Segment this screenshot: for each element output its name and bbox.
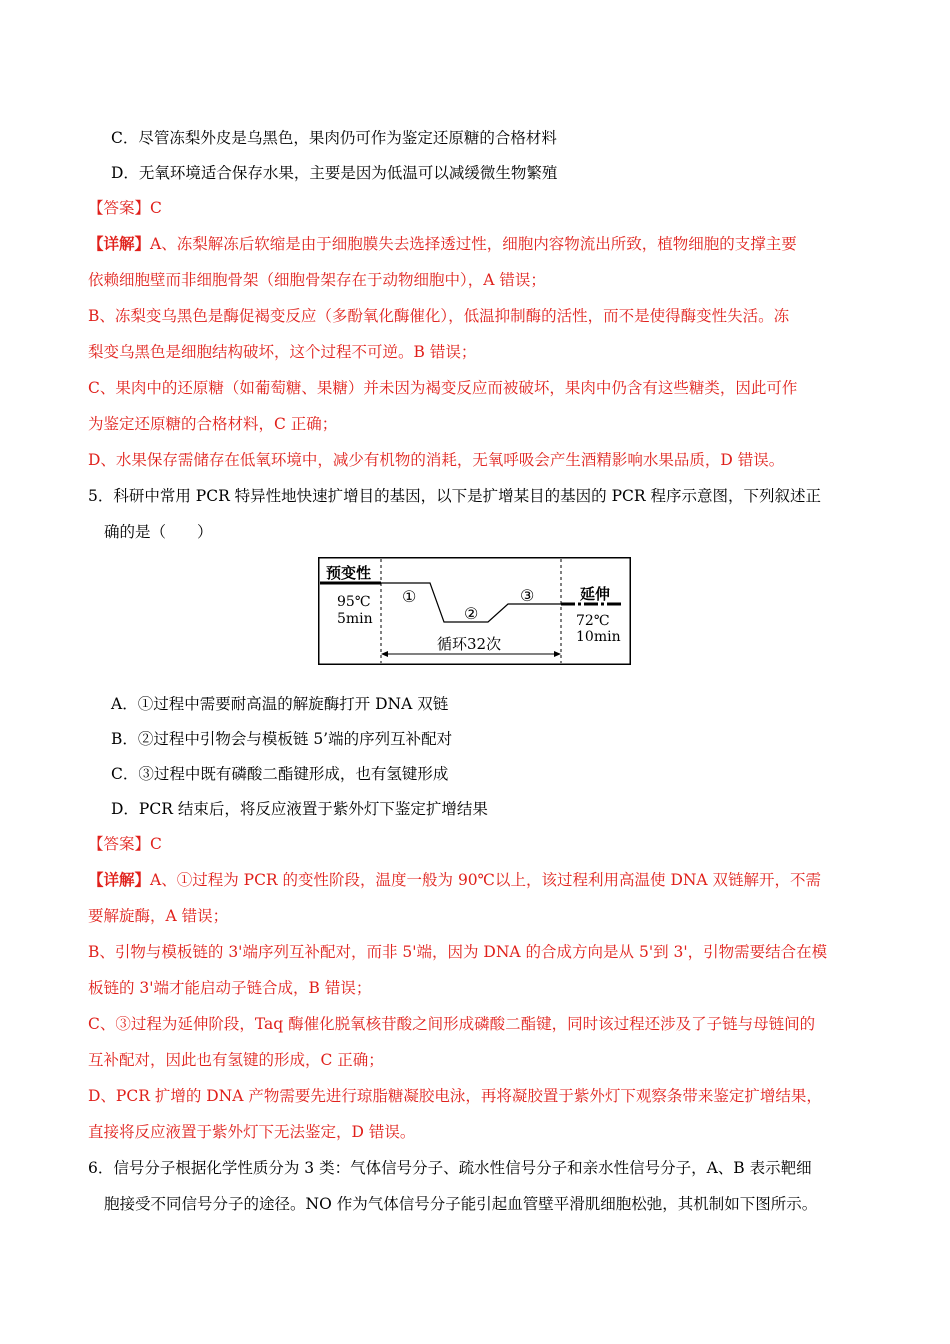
cycle-arrow-left-head xyxy=(381,651,388,657)
answer-line xyxy=(88,198,162,218)
explanation-text: A、冻梨解冻后软缩是由于细胞膜失去选择透过性，细胞内容物流出所致，植物细胞的支撑主要 xyxy=(150,235,797,253)
extension-time: 10min xyxy=(576,629,621,645)
extension-label: 延伸 xyxy=(580,585,611,603)
explanation-line: 板链的 3'端才能启动子链合成，B 错误； xyxy=(88,979,372,997)
explanation-line: 直接将反应液置于紫外灯下无法鉴定，D 错误。 xyxy=(88,1123,416,1141)
extension-temp: 72℃ xyxy=(576,613,610,629)
explanation-line: B、冻梨变乌黑色是酶促褐变反应（多酚氧化酶催化），低温抑制酶的活性，而不是使得酶变性失活。冻 xyxy=(88,307,790,325)
question-stem: 5．科研中常用 PCR 特异性地快速扩增目的基因，以下是扩增某目的基因的 PCR 程序示意图，下列叙述正 xyxy=(88,487,821,505)
option-d: D．无氧环境适合保存水果，主要是因为低温可以减缓微生物繁殖 xyxy=(111,164,558,182)
step-1-marker: ① xyxy=(402,587,417,606)
explanation-label: 【详解】 xyxy=(88,870,151,889)
option-d: D．PCR 结束后，将反应液置于紫外灯下鉴定扩增结果 xyxy=(111,800,488,818)
predenature-time: 5min xyxy=(337,611,373,627)
pcr-program-diagram xyxy=(318,557,631,665)
question-stem: 6．信号分子根据化学性质分为 3 类：气体信号分子、疏水性信号分子和亲水性信号分子，A、B 表示靶细 xyxy=(88,1159,812,1177)
option-c: C．③过程中既有磷酸二酯键形成，也有氢键形成 xyxy=(111,765,449,783)
explanation-line: C、果肉中的还原糖（如葡萄糖、果糖）并未因为褐变反应而被破坏，果肉中仍含有这些糖类，因此可作 xyxy=(88,379,798,397)
explanation-line: C、③过程为延伸阶段，Taq 酶催化脱氧核苷酸之间形成磷酸二酯键，同时该过程还涉及了子链与母链间的 xyxy=(88,1015,816,1033)
option-b: B．②过程中引物会与模板链 5’端的序列互补配对 xyxy=(111,730,453,748)
predenature-temp: 95℃ xyxy=(337,594,371,610)
cycle-label: 循环32次 xyxy=(437,635,502,653)
answer-label: 【答案】 xyxy=(88,835,151,853)
predenature-label: 预变性 xyxy=(326,564,372,582)
explanation-line: 梨变乌黑色是细胞结构破坏，这个过程不可逆。B 错误； xyxy=(88,343,477,361)
explanation-line xyxy=(88,234,797,254)
explanation-line: D、水果保存需储存在低氧环境中，减少有机物的消耗，无氧呼吸会产生酒精影响水果品质，D 错误。 xyxy=(88,451,785,469)
explanation-text: A、①过程为 PCR 的变性阶段，温度一般为 90℃以上，该过程利用高温使 DNA 双链解开，不需 xyxy=(150,871,822,889)
explanation-line: 依赖细胞壁而非细胞骨架（细胞骨架存在于动物细胞中），A 错误； xyxy=(88,271,546,289)
step-2-marker: ② xyxy=(464,604,479,623)
question-stem-cont: 胞接受不同信号分子的途径。NO 作为气体信号分子能引起血管壁平滑肌细胞松弛，其机制如下图所示。 xyxy=(104,1195,818,1213)
explanation-line xyxy=(88,870,821,890)
explanation-label: 【详解】 xyxy=(88,234,151,253)
explanation-line: B、引物与模板链的 3'端序列互补配对，而非 5'端，因为 DNA 的合成方向是从 5'到 3'，引物需要结合在模 xyxy=(88,943,828,961)
option-c: C．尽管冻梨外皮是乌黑色，果肉仍可作为鉴定还原糖的合格材料 xyxy=(111,129,557,147)
answer-label: 【答案】 xyxy=(88,199,151,217)
explanation-line: D、PCR 扩增的 DNA 产物需要先进行琼脂糖凝胶电泳，再将凝胶置于紫外灯下观察条带来鉴定扩增结果， xyxy=(88,1087,822,1105)
explanation-line: 要解旋酶，A 错误； xyxy=(88,907,229,925)
answer-value: C xyxy=(150,199,162,217)
step-3-marker: ③ xyxy=(520,586,535,605)
cycle-arrow-right-head xyxy=(554,651,561,657)
question-stem-cont: 确的是（ ） xyxy=(104,523,213,541)
option-a: A．①过程中需要耐高温的解旋酶打开 DNA 双链 xyxy=(111,695,449,713)
explanation-line: 为鉴定还原糖的合格材料，C 正确； xyxy=(88,415,338,433)
answer-value: C xyxy=(150,835,162,853)
answer-line xyxy=(88,834,162,854)
explanation-line: 互补配对，因此也有氢键的形成，C 正确； xyxy=(88,1051,384,1069)
